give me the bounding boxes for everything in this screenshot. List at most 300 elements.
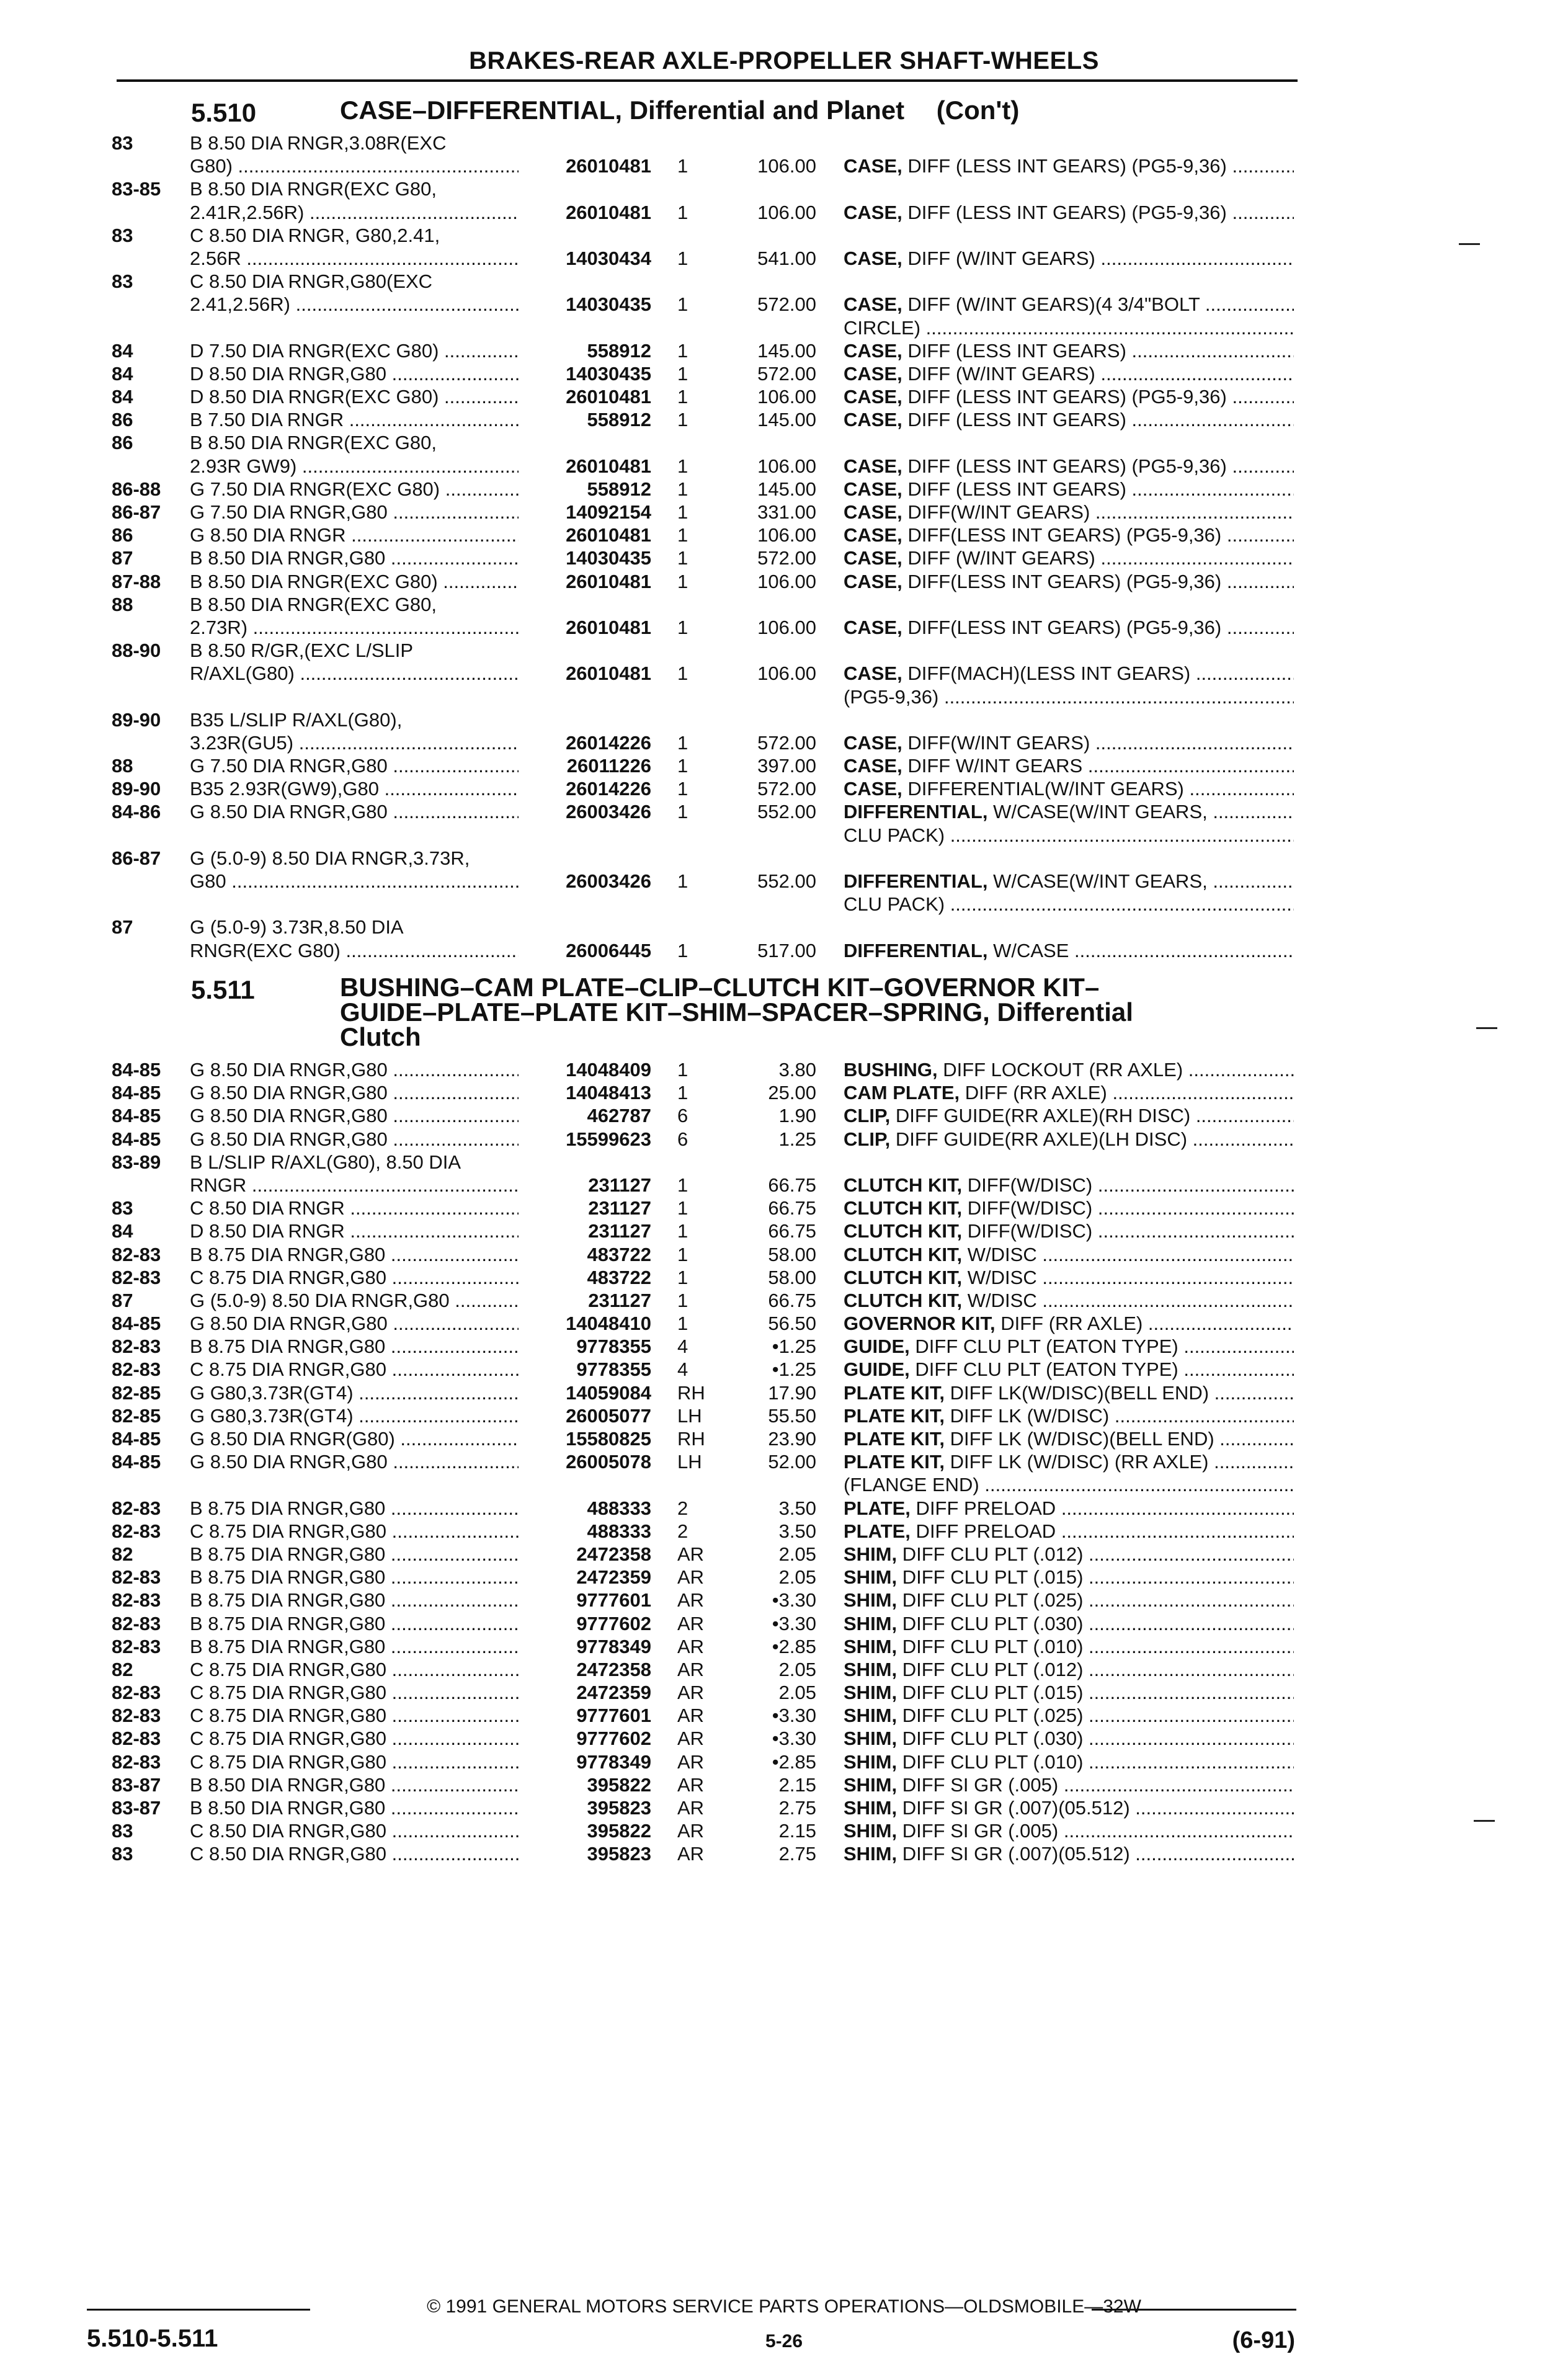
price: 56.50	[768, 1313, 816, 1335]
quantity: AR	[677, 1728, 705, 1750]
description	[844, 1612, 1294, 1635]
price: 66.75	[768, 1220, 816, 1242]
description	[844, 1358, 1294, 1381]
quantity: AR	[677, 1612, 705, 1634]
description	[844, 455, 1294, 478]
price: 106.00	[757, 155, 816, 177]
description	[844, 1174, 1294, 1197]
description	[844, 1635, 1294, 1658]
description-noun: CLIP,	[844, 1105, 891, 1127]
model-year: 83	[112, 132, 133, 154]
quantity: 1	[677, 409, 688, 431]
price: 552.00	[757, 870, 816, 892]
description-detail: DIFF (LESS INT GEARS)	[902, 478, 1126, 500]
model-year: 82-83	[112, 1682, 161, 1704]
description-detail: DIFF LK (W/DISC)	[945, 1404, 1110, 1427]
table-row	[0, 1381, 1568, 1404]
quantity: 1	[677, 293, 688, 316]
price: •3.30	[772, 1705, 816, 1727]
price: •3.30	[772, 1589, 816, 1612]
description-noun: SHIM,	[844, 1543, 898, 1565]
table-row	[0, 408, 1568, 431]
model-year: 82-83	[112, 1705, 161, 1727]
table-row	[0, 1727, 1568, 1750]
description-noun: CASE,	[844, 662, 902, 685]
application: C 8.75 DIA RNGR,G80 .....	[190, 1658, 519, 1681]
description	[844, 385, 1294, 408]
table-row	[0, 201, 1568, 224]
part-number: 483722	[582, 1243, 651, 1266]
model-year: 86	[112, 524, 133, 546]
quantity: 1	[677, 455, 688, 477]
table-row	[0, 1842, 1568, 1865]
application: C 8.75 DIA RNGR,G80 .....	[190, 1358, 519, 1381]
model-year: 86	[112, 432, 133, 454]
description-detail: CLU PACK)	[844, 824, 945, 846]
description	[844, 1427, 1294, 1450]
model-year: 84-85	[112, 1059, 161, 1081]
description	[844, 339, 1294, 362]
description-detail: DIFF(W/DISC)	[962, 1220, 1093, 1242]
model-year: 84	[112, 386, 133, 408]
model-year: 88	[112, 593, 133, 615]
model-year: 84-86	[112, 801, 161, 823]
description	[844, 201, 1294, 224]
quantity: RH	[677, 1381, 705, 1404]
description	[844, 1266, 1294, 1289]
description-noun: SHIM,	[844, 1820, 898, 1842]
description-detail: CIRCLE)	[844, 316, 921, 339]
section-number: 5.511	[191, 975, 255, 1004]
part-number: 26010481	[561, 524, 651, 546]
description-detail: DIFF(W/DISC)	[962, 1174, 1093, 1196]
description	[844, 570, 1294, 593]
description-noun: SHIM,	[844, 1750, 898, 1773]
table-row	[0, 754, 1568, 777]
part-number: 14030434	[561, 247, 651, 270]
quantity: 6	[677, 1128, 688, 1150]
description	[844, 1473, 1294, 1496]
part-number: 2472358	[571, 1658, 651, 1681]
section-title	[340, 975, 1307, 1050]
application: C 8.50 DIA RNGR .....	[190, 1197, 519, 1219]
table-row	[0, 1197, 1568, 1219]
quantity: AR	[677, 1543, 705, 1565]
description-noun: DIFFERENTIAL,	[844, 801, 988, 823]
description-noun: CASE,	[844, 524, 902, 546]
application: 2.41R,2.56R) .....	[190, 201, 519, 224]
quantity: 1	[677, 662, 688, 685]
quantity: AR	[677, 1750, 705, 1773]
model-year: 86	[112, 409, 133, 431]
part-number: 395822	[582, 1773, 651, 1796]
description-detail: DIFF SI GR (.005)	[897, 1773, 1059, 1796]
model-year: 86-88	[112, 478, 161, 500]
application: B 8.75 DIA RNGR,G80 .....	[190, 1497, 519, 1520]
part-number: 2472359	[571, 1566, 651, 1589]
part-number: 26010481	[561, 385, 651, 408]
description	[844, 616, 1294, 639]
model-year: 87-88	[112, 570, 161, 592]
description-noun: CLUTCH KIT,	[844, 1220, 963, 1242]
description	[844, 1727, 1294, 1750]
application: B 8.75 DIA RNGR,G80 .....	[190, 1612, 519, 1635]
application: C 8.75 DIA RNGR,G80 .....	[190, 1266, 519, 1289]
description-noun: SHIM,	[844, 1589, 898, 1612]
description-noun: PLATE KIT,	[844, 1451, 945, 1473]
description	[844, 1335, 1294, 1358]
description-noun: CLIP,	[844, 1128, 891, 1150]
price: 66.75	[768, 1289, 816, 1311]
model-year: 83	[112, 270, 133, 293]
description-noun: DIFFERENTIAL,	[844, 870, 988, 892]
footer-section-range: 5.510-5.511	[87, 2325, 218, 2352]
part-number: 395823	[582, 1842, 651, 1865]
price: 106.00	[757, 524, 816, 546]
price: 25.00	[768, 1082, 816, 1104]
table-row	[0, 247, 1568, 270]
quantity: 1	[677, 731, 688, 754]
description	[844, 1681, 1294, 1704]
model-year: 88-90	[112, 640, 161, 662]
description-detail: DIFF CLU PLT (EATON TYPE)	[909, 1358, 1178, 1381]
table-row	[0, 270, 1568, 293]
part-number: 26006445	[561, 939, 651, 962]
part-number: 558912	[582, 408, 651, 431]
application: G 8.50 DIA RNGR,G80 .....	[190, 800, 519, 823]
application: B 8.50 DIA RNGR,G80 .....	[190, 1796, 519, 1819]
table-row	[0, 777, 1568, 800]
description	[844, 1404, 1294, 1427]
model-year: 89-90	[112, 778, 161, 800]
application: B 8.75 DIA RNGR,G80 .....	[190, 1243, 519, 1266]
part-number: 488333	[582, 1520, 651, 1543]
application: G 8.50 DIA RNGR,G80 .....	[190, 1058, 519, 1081]
table-row	[0, 1219, 1568, 1242]
description	[844, 1566, 1294, 1589]
model-year: 87	[112, 916, 133, 938]
description-detail: DIFF LK (W/DISC)(BELL END)	[945, 1428, 1214, 1450]
part-number: 483722	[582, 1266, 651, 1289]
parts-list-5-511	[0, 1058, 1568, 1866]
application: B 8.50 DIA RNGR,G80 .....	[190, 1773, 519, 1796]
description-detail: DIFF (W/INT GEARS)	[902, 362, 1095, 385]
description	[844, 154, 1294, 177]
model-year: 82-83	[112, 1266, 161, 1288]
part-number: 395822	[582, 1819, 651, 1842]
description	[844, 1589, 1294, 1612]
model-year: 87	[112, 547, 133, 569]
application: G G80,3.73R(GT4) .....	[190, 1404, 519, 1427]
application: C 8.50 DIA RNGR,G80 .....	[190, 1842, 519, 1865]
description-detail: W/CASE(W/INT GEARS,	[987, 870, 1208, 892]
quantity: LH	[677, 1451, 702, 1473]
description-noun: SHIM,	[844, 1728, 898, 1750]
table-row	[0, 1681, 1568, 1704]
description-detail: DIFF (RR AXLE)	[995, 1313, 1143, 1335]
description	[844, 1058, 1294, 1081]
model-year: 84-85	[112, 1313, 161, 1335]
description-detail: W/DISC	[962, 1266, 1037, 1288]
quantity: 1	[677, 1313, 688, 1335]
description-detail: DIFF LK (W/DISC) (RR AXLE)	[945, 1451, 1209, 1473]
description-detail: DIFF (LESS INT GEARS) (PG5-9,36)	[902, 455, 1227, 477]
model-year: 83-87	[112, 1773, 161, 1796]
table-row	[0, 524, 1568, 546]
price: 572.00	[757, 778, 816, 800]
description-noun: CASE,	[844, 778, 902, 800]
description-detail: DIFF CLU PLT (.025)	[897, 1589, 1084, 1612]
table-row	[0, 1589, 1568, 1612]
description	[844, 939, 1294, 962]
description-detail: DIFF GUIDE(RR AXLE)(RH DISC)	[890, 1105, 1191, 1127]
application: G 8.50 DIA RNGR,G80 .....	[190, 1450, 519, 1473]
description-noun: CASE,	[844, 570, 902, 592]
application: D 8.50 DIA RNGR .....	[190, 1219, 519, 1242]
table-row	[0, 177, 1568, 200]
description-noun: SHIM,	[844, 1705, 898, 1727]
part-number: 26010481	[561, 662, 651, 685]
description-detail: DIFF W/INT GEARS	[902, 755, 1083, 777]
model-year: 82-83	[112, 1635, 161, 1657]
description	[844, 316, 1294, 339]
table-row	[0, 1543, 1568, 1566]
description-noun: PLATE,	[844, 1497, 911, 1519]
quantity: 1	[677, 1220, 688, 1242]
model-year: 86-87	[112, 501, 161, 523]
description	[844, 1128, 1294, 1151]
price: 2.05	[778, 1543, 816, 1565]
part-number: 2472359	[571, 1681, 651, 1704]
description	[844, 501, 1294, 524]
description	[844, 1842, 1294, 1865]
model-year: 84-85	[112, 1105, 161, 1127]
quantity: 1	[677, 616, 688, 638]
description-detail: DIFF CLU PLT (.010)	[897, 1635, 1084, 1657]
price: 66.75	[768, 1174, 816, 1196]
part-number: 9777602	[571, 1612, 651, 1635]
table-row	[0, 639, 1568, 662]
description-detail: DIFF CLU PLT (.015)	[897, 1566, 1084, 1589]
description-detail: DIFF CLU PLT (.012)	[897, 1658, 1084, 1680]
part-number: 558912	[582, 478, 651, 501]
table-row	[0, 1104, 1568, 1127]
table-row	[0, 847, 1568, 870]
table-row	[0, 385, 1568, 408]
description-noun: SHIM,	[844, 1843, 898, 1865]
quantity: 1	[677, 1174, 688, 1196]
description-detail: W/DISC	[962, 1289, 1037, 1311]
table-row	[0, 662, 1568, 685]
table-row	[0, 1128, 1568, 1151]
application: G (5.0-9) 8.50 DIA RNGR,3.73R,	[190, 847, 470, 869]
part-number: 26011226	[562, 754, 651, 777]
margin-tick	[1459, 243, 1480, 245]
part-number: 14048413	[561, 1081, 651, 1104]
description-detail: DIFF SI GR (.007)(05.512)	[897, 1843, 1130, 1865]
description-noun: CASE,	[844, 293, 902, 316]
application: B 8.50 DIA RNGR,3.08R(EXC	[190, 132, 447, 154]
description	[844, 293, 1294, 316]
description-noun: CASE,	[844, 386, 902, 408]
description-detail: DIFF PRELOAD	[910, 1497, 1056, 1519]
application: B 8.75 DIA RNGR,G80 .....	[190, 1589, 519, 1612]
description-noun: CASE,	[844, 155, 902, 177]
description-noun: CASE,	[844, 731, 902, 754]
description-detail: DIFF (W/INT GEARS)	[902, 547, 1095, 569]
description-noun: SHIM,	[844, 1635, 898, 1657]
application: B 8.75 DIA RNGR,G80 .....	[190, 1566, 519, 1589]
table-row	[0, 1312, 1568, 1335]
price: 552.00	[757, 801, 816, 823]
application: G 8.50 DIA RNGR(G80) .....	[190, 1427, 519, 1450]
table-row	[0, 293, 1568, 316]
description	[844, 1081, 1294, 1104]
description-detail: DIFF (LESS INT GEARS)	[902, 339, 1126, 362]
description-noun: SHIM,	[844, 1773, 898, 1796]
description	[844, 247, 1294, 270]
table-row	[0, 1266, 1568, 1289]
quantity: 1	[677, 570, 688, 592]
price: 2.05	[778, 1682, 816, 1704]
quantity: 1	[677, 1197, 688, 1219]
application: B 8.50 DIA RNGR(EXC G80) .....	[190, 570, 519, 593]
description-noun: CASE,	[844, 501, 902, 523]
table-row	[0, 939, 1568, 962]
table-row	[0, 893, 1568, 916]
quantity: 1	[677, 362, 688, 385]
description-detail: W/DISC	[962, 1243, 1037, 1265]
description-detail: DIFF SI GR (.005)	[897, 1820, 1059, 1842]
application: G 8.50 DIA RNGR,G80 .....	[190, 1081, 519, 1104]
application: B 7.50 DIA RNGR .....	[190, 408, 519, 431]
model-year: 87	[112, 1289, 133, 1311]
description-noun: CASE,	[844, 247, 902, 269]
quantity: AR	[677, 1705, 705, 1727]
description-noun: CLUTCH KIT,	[844, 1266, 963, 1288]
application: B 8.75 DIA RNGR,G80 .....	[190, 1543, 519, 1566]
description	[844, 893, 1294, 916]
table-row	[0, 455, 1568, 478]
price: •2.85	[772, 1635, 816, 1657]
application: B 8.50 DIA RNGR,G80 .....	[190, 546, 519, 569]
price: 572.00	[757, 362, 816, 385]
price: •3.30	[772, 1728, 816, 1750]
application: G 8.50 DIA RNGR,G80 .....	[190, 1104, 519, 1127]
table-row	[0, 1151, 1568, 1174]
top-rule	[117, 79, 1298, 82]
description-noun: CASE,	[844, 616, 902, 638]
part-number: 2472358	[571, 1543, 651, 1566]
table-row	[0, 132, 1568, 154]
model-year: 83-87	[112, 1797, 161, 1819]
part-number: 14048409	[561, 1058, 651, 1081]
part-number: 9777601	[571, 1704, 651, 1727]
table-row	[0, 1450, 1568, 1473]
description	[844, 685, 1294, 708]
description-detail: DIFF CLU PLT (.025)	[897, 1705, 1084, 1727]
model-year: 86-87	[112, 847, 161, 869]
application: B L/SLIP R/AXL(G80), 8.50 DIA	[190, 1151, 461, 1173]
model-year: 84-85	[112, 1082, 161, 1104]
part-number: 14092154	[561, 501, 651, 524]
description	[844, 1704, 1294, 1727]
parts-list-5-510	[0, 132, 1568, 962]
table-row	[0, 1289, 1568, 1312]
table-row	[0, 1473, 1568, 1496]
table-row	[0, 824, 1568, 847]
application: G 7.50 DIA RNGR,G80 .....	[190, 501, 519, 524]
model-year: 82-85	[112, 1404, 161, 1427]
price: 572.00	[757, 547, 816, 569]
quantity: AR	[677, 1658, 705, 1680]
description-noun: PLATE,	[844, 1520, 911, 1542]
application: G 8.50 DIA RNGR,G80 .....	[190, 1312, 519, 1335]
description-detail: DIFF(LESS INT GEARS) (PG5-9,36)	[902, 524, 1222, 546]
description-detail: DIFF(LESS INT GEARS) (PG5-9,36)	[902, 570, 1222, 592]
part-number: 26005078	[561, 1450, 651, 1473]
application: C 8.75 DIA RNGR,G80 .....	[190, 1520, 519, 1543]
application: G (5.0-9) 3.73R,8.50 DIA	[190, 916, 404, 938]
application: B 8.75 DIA RNGR,G80 .....	[190, 1335, 519, 1358]
price: •3.30	[772, 1612, 816, 1634]
description-noun: PLATE KIT,	[844, 1404, 945, 1427]
description-detail: DIFF CLU PLT (.030)	[897, 1612, 1084, 1634]
table-row	[0, 1497, 1568, 1520]
quantity: 1	[677, 201, 688, 223]
model-year: 84	[112, 362, 133, 385]
model-year: 82-85	[112, 1381, 161, 1404]
description	[844, 1312, 1294, 1335]
price: 145.00	[757, 409, 816, 431]
description	[844, 1658, 1294, 1681]
part-number: 9777602	[571, 1727, 651, 1750]
model-year: 82	[112, 1543, 133, 1565]
part-number: 14030435	[561, 362, 651, 385]
price: 2.05	[778, 1566, 816, 1589]
description	[844, 1104, 1294, 1127]
price: 2.15	[778, 1820, 816, 1842]
table-row	[0, 1174, 1568, 1197]
table-row	[0, 224, 1568, 247]
part-number: 14030435	[561, 293, 651, 316]
section-number: 5.510	[191, 98, 257, 127]
application: G G80,3.73R(GT4) .....	[190, 1381, 519, 1404]
quantity: 1	[677, 386, 688, 408]
application: RNGR(EXC G80) .....	[190, 939, 519, 962]
model-year: 82-83	[112, 1497, 161, 1519]
section-title-line-3: Clutch	[340, 1022, 421, 1051]
margin-tick	[1474, 1820, 1495, 1822]
model-year: 83	[112, 1843, 133, 1865]
model-year: 82-83	[112, 1520, 161, 1542]
quantity: LH	[677, 1404, 702, 1427]
price: 106.00	[757, 570, 816, 592]
description	[844, 1450, 1294, 1473]
description-noun: GUIDE,	[844, 1335, 910, 1358]
price: 17.90	[768, 1381, 816, 1404]
table-row	[0, 616, 1568, 639]
description-noun: PLATE KIT,	[844, 1381, 945, 1404]
price: 3.50	[778, 1520, 816, 1542]
application: RNGR .....	[190, 1174, 519, 1197]
table-row	[0, 1404, 1568, 1427]
description-detail: CLU PACK)	[844, 893, 945, 916]
model-year: 82-83	[112, 1612, 161, 1634]
application: D 8.50 DIA RNGR,G80 .....	[190, 362, 519, 385]
table-row	[0, 685, 1568, 708]
model-year: 84	[112, 339, 133, 362]
